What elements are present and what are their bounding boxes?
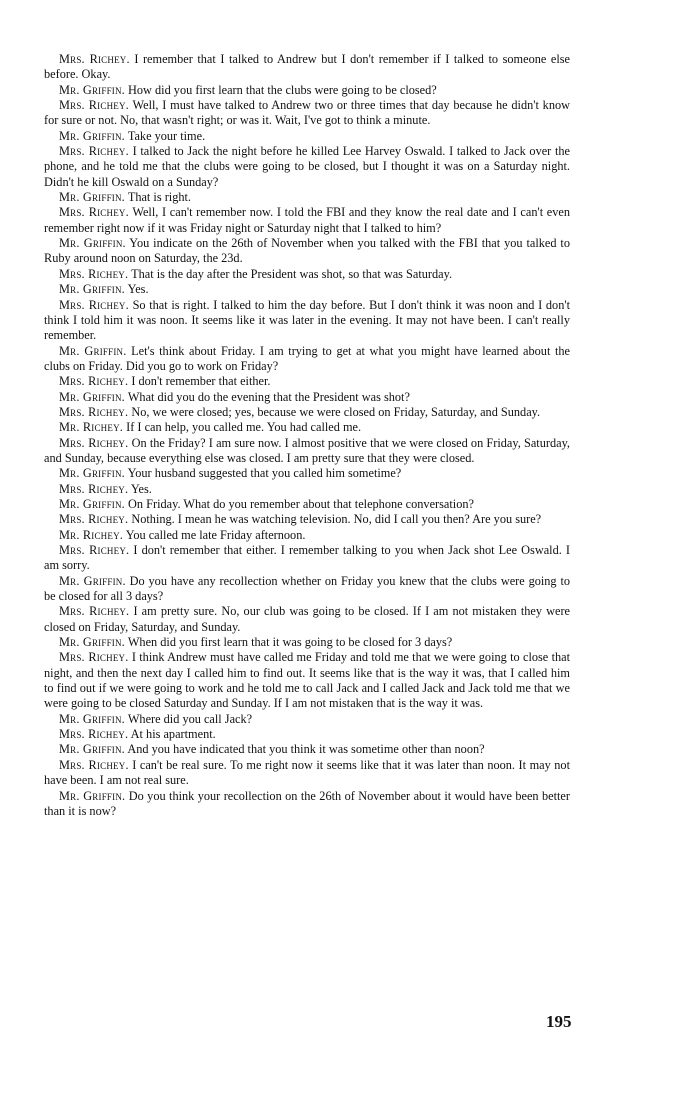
statement-text: Your husband suggested that you called him sometime?: [127, 466, 402, 481]
statement-text: I don't remember that either.: [131, 374, 271, 389]
speaker-name: Mrs. Richey.: [59, 435, 129, 450]
statement-text: Do you have any recollection whether on Friday you knew that the clubs were going to be closed for all 3 days?: [44, 573, 571, 604]
statement-text: Do you think your recollection on the 26th of November about it would have been better than it is now?: [44, 788, 570, 818]
speaker-name: Mrs. Richey.: [59, 205, 129, 220]
testimony-paragraph: [44, 129, 570, 144]
testimony-paragraph: [44, 742, 570, 757]
testimony-paragraph: [44, 497, 570, 512]
statement-text: I am pretty sure. No, our club was going to be closed. If I am not mistaken they were closed on Friday, Saturday, and Sunday.: [44, 604, 571, 634]
testimony-paragraph: [44, 144, 570, 190]
statement-text: On Friday. What do you remember about that telephone conversation?: [128, 496, 474, 511]
speaker-name: Mrs. Richey.: [59, 650, 129, 665]
testimony-paragraph: [44, 344, 570, 375]
speaker-name: Mr. Griffin.: [59, 282, 125, 297]
statement-text: I can't be real sure. To me right now it seems like that it was later than noon. It may not have been. I am not real sure.: [44, 757, 570, 788]
statement-text: How did you first learn that the clubs were going to be closed?: [128, 82, 437, 97]
speaker-name: Mrs. Richey.: [59, 727, 129, 742]
testimony-paragraph: [44, 604, 570, 635]
testimony-paragraph: [44, 282, 570, 297]
statement-text: If I can help, you called me. You had called me.: [126, 420, 362, 435]
speaker-name: Mr. Griffin.: [59, 635, 125, 650]
speaker-name: Mr. Richey.: [59, 527, 124, 542]
statement-text: Well, I can't remember now. I told the FBI and they know the real date and I can't even remember right now if it was Friday night or Saturday night that I talked to him?: [44, 205, 571, 235]
statement-text: I remember that I talked to Andrew but I don't remember if I talked to someone else before. Okay.: [44, 52, 570, 82]
statement-text: I think Andrew must have called me Friday and told me that we were going to close that night, and then the next day I called him to find out. It seems like that is the way it was, that I called him to find out if we were going to work and he told me to call Jack and I called Jack and Jack told me that we were going to be closed Saturday and Sunday. If I am not mistaken that is the way it was.: [44, 650, 571, 711]
speaker-name: Mrs. Richey.: [59, 374, 129, 389]
speaker-name: Mr. Griffin.: [59, 128, 125, 143]
testimony-paragraph: [44, 298, 570, 344]
speaker-name: Mr. Griffin.: [59, 742, 125, 757]
speaker-name: Mrs. Richey.: [59, 543, 130, 557]
testimony-paragraph: [44, 190, 570, 205]
statement-text: So that is right. I talked to him the day before. But I don't think it was noon and I don't think I told him it was noon. It seems like it was later in the evening. It may not have been. I can't really remember.: [44, 297, 570, 343]
speaker-name: Mr. Griffin.: [59, 496, 125, 511]
testimony-paragraph: [44, 789, 570, 820]
speaker-name: Mrs. Richey.: [59, 757, 129, 772]
speaker-name: Mrs. Richey.: [59, 266, 129, 281]
statement-text: That is the day after the President was shot, so that was Saturday.: [131, 266, 453, 281]
statement-text: When did you first learn that it was going to be closed for 3 days?: [127, 635, 453, 650]
statement-text: No, we were closed; yes, because we were closed on Friday, Saturday, and Sunday.: [131, 404, 541, 419]
speaker-name: Mrs. Richey.: [59, 512, 129, 527]
statement-text: And you have indicated that you think it was sometime other than noon?: [127, 742, 485, 757]
speaker-name: Mr. Griffin.: [59, 82, 125, 97]
testimony-paragraph: [44, 205, 570, 236]
testimony-paragraph: [44, 712, 570, 727]
testimony-paragraph: [44, 436, 570, 467]
speaker-name: Mr. Griffin.: [59, 190, 125, 205]
transcript-body: [44, 52, 570, 819]
speaker-name: Mr. Griffin.: [59, 711, 125, 726]
speaker-name: Mr. Griffin.: [59, 573, 126, 588]
statement-text: Take your time.: [127, 128, 206, 143]
statement-text: Nothing. I mean he was watching television. No, did I call you then? Are you sure?: [131, 512, 542, 527]
testimony-paragraph: [44, 482, 570, 497]
statement-text: On the Friday? I am sure now. I almost positive that we were closed on Friday, Saturday, and Sunday, because everything else was closed. I am pretty sure that they were closed.: [44, 435, 570, 465]
testimony-paragraph: [44, 374, 570, 389]
speaker-name: Mr. Richey.: [59, 420, 124, 435]
speaker-name: Mrs. Richey.: [59, 98, 129, 113]
testimony-paragraph: [44, 236, 570, 267]
statement-text: I don't remember that either. I remember talking to you when Jack shot Lee Oswald. I am sorry.: [44, 543, 570, 573]
statement-text: You indicate on the 26th of November when you talked with the FBI that you talked to Ruby around noon on Saturday, the 23d.: [44, 236, 570, 266]
speaker-name: Mrs. Richey.: [59, 144, 129, 159]
page-number: 195: [546, 1012, 572, 1031]
testimony-paragraph: [44, 83, 570, 98]
testimony-paragraph: [44, 543, 570, 574]
testimony-paragraph: [44, 267, 570, 282]
testimony-paragraph: [44, 727, 570, 742]
speaker-name: Mr. Griffin.: [59, 343, 127, 358]
statement-text: You called me late Friday afternoon.: [125, 527, 306, 542]
speaker-name: Mr. Griffin.: [59, 389, 125, 404]
testimony-paragraph: [44, 466, 570, 481]
statement-text: Yes.: [130, 481, 152, 496]
speaker-name: Mrs. Richey.: [59, 481, 129, 496]
speaker-name: Mrs. Richey.: [59, 404, 129, 419]
testimony-paragraph: [44, 52, 570, 83]
statement-text: Where did you call Jack?: [127, 711, 253, 726]
testimony-paragraph: [44, 405, 570, 420]
speaker-name: Mr. Griffin.: [59, 466, 125, 481]
speaker-name: Mrs. Richey.: [59, 52, 130, 66]
statement-text: I talked to Jack the night before he killed Lee Harvey Oswald. I talked to Jack over the phone, and he told me that the clubs were going to be closed, but I thought it was on a Saturday night. Didn't he kill Oswald on a Sunday?: [44, 144, 570, 189]
testimony-paragraph: [44, 635, 570, 650]
speaker-name: Mrs. Richey.: [59, 604, 130, 619]
statement-text: Well, I must have talked to Andrew two or three times that day because he didn't know for sure or not. No, that wasn't right; or was it. Wait, I've got to think a minute.: [44, 98, 570, 128]
speaker-name: Mrs. Richey.: [59, 297, 129, 312]
testimony-paragraph: [44, 390, 570, 405]
speaker-name: Mr. Griffin.: [59, 236, 126, 251]
statement-text: Yes.: [127, 282, 149, 297]
speaker-name: Mr. Griffin.: [59, 788, 126, 803]
statement-text: At his apartment.: [130, 727, 216, 742]
testimony-paragraph: [44, 512, 570, 527]
testimony-paragraph: [44, 528, 570, 543]
testimony-paragraph: [44, 98, 570, 129]
statement-text: Let's think about Friday. I am trying to get at what you might have learned about the clubs on Friday. Did you go to work on Friday?: [44, 343, 571, 373]
testimony-paragraph: [44, 420, 570, 435]
testimony-paragraph: [44, 650, 570, 711]
testimony-paragraph: [44, 758, 570, 789]
testimony-paragraph: [44, 574, 570, 605]
statement-text: That is right.: [127, 190, 191, 205]
statement-text: What did you do the evening that the President was shot?: [127, 389, 410, 404]
